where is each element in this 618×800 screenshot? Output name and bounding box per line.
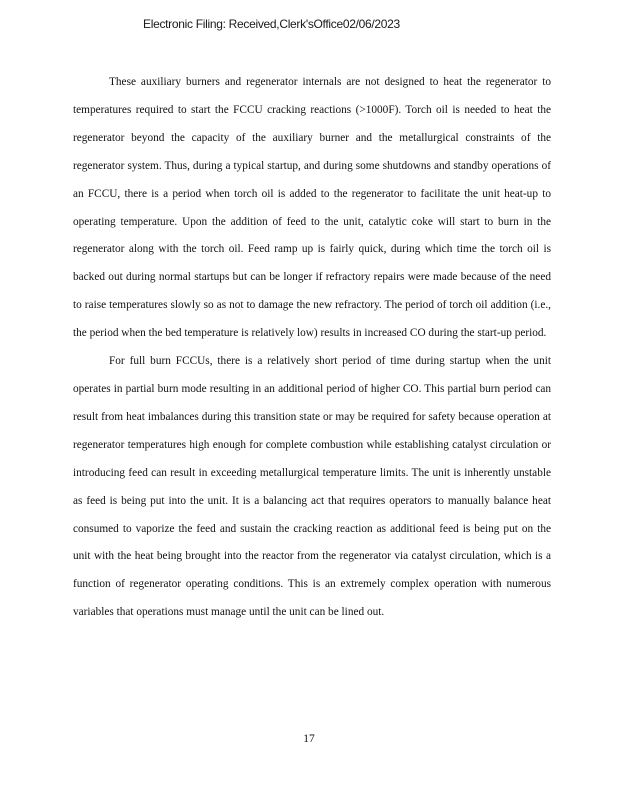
page-number: 17 xyxy=(303,733,315,745)
paragraph-torch-oil: These auxiliary burners and regenerator internals are not designed to heat the regenerator to temperatures required to start the FCCU cracking reactions (>1000F). Torch oil is needed to heat the regenerator beyond the capacity of the auxiliary burner and the metallurgical constraints of the regenerator system. Thus, during a typical startup, and during some shutdowns and standby operations of an FCCU, there is a period when torch oil is added to the regenerator to facilitate the unit heat-up to operating temperature. Upon the addition of feed to the unit, catalytic coke will start to burn in the regenerator along with the torch oil. Feed ramp up is fairly quick, during which time the torch oil is backed out during normal startups but can be longer if refractory repairs were made because of the need to raise temperatures slowly so as not to damage the new refractory. The period of torch oil addition (i.e., the period when the bed temperature is relatively low) results in increased CO during the start-up period. xyxy=(73,76,551,340)
body-text xyxy=(73,69,551,627)
electronic-filing-stamp: Electronic Filing: Received,Clerk'sOffice02/06/2023 xyxy=(143,17,400,31)
paragraph-full-burn-fccus: For full burn FCCUs, there is a relatively short period of time during startup when the unit operates in partial burn mode resulting in an additional period of higher CO. This partial burn period can result from heat imbalances during this transition state or may be required for safety because operation at regenerator temperatures high enough for complete combustion while establishing catalyst circulation or introducing feed can result in exceeding metallurgical temperature limits. The unit is inherently unstable as feed is being put into the unit. It is a balancing act that requires operators to manually balance heat consumed to vaporize the feed and sustain the cracking reaction as additional feed is being put on the unit with the heat being brought into the reactor from the regenerator via catalyst circulation, which is a function of regenerator operating conditions. This is an extremely complex operation with numerous variables that operations must manage until the unit can be lined out. xyxy=(73,355,551,619)
